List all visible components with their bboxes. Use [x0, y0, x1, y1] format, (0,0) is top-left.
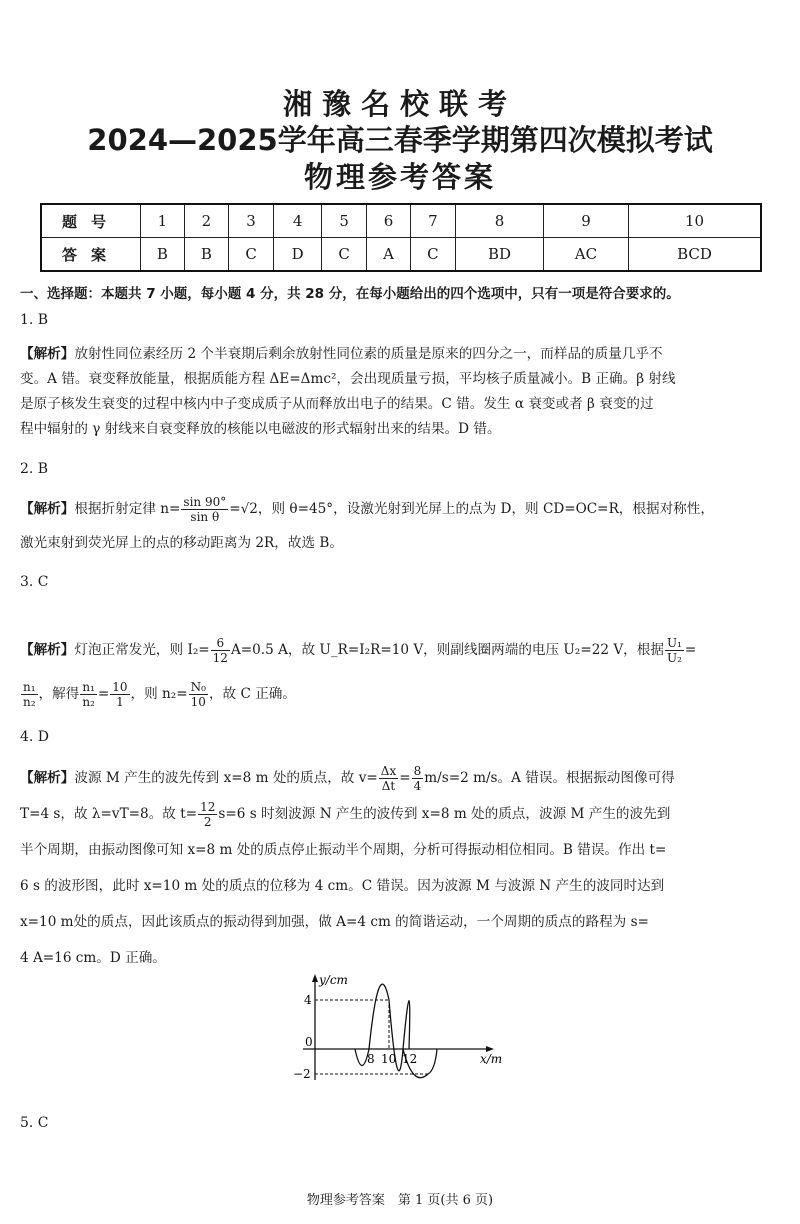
q4-text: m/s=2 m/s。A 错误。根据振动图像可得 — [424, 770, 675, 786]
question-3-analysis — [20, 628, 782, 716]
answer-cell: B — [141, 238, 185, 272]
question-4-analysis — [20, 760, 782, 976]
page-footer: 物理参考答案 第 1 页(共 6 页) — [306, 1193, 494, 1208]
fraction-denominator: 1 — [116, 695, 124, 709]
analysis-tag: 【解析】 — [20, 770, 75, 786]
analysis-tag: 【解析】 — [20, 501, 75, 517]
question-number-cell: 5 — [321, 204, 367, 238]
row-label-question: 题号 — [41, 204, 141, 238]
answer-cell: A — [367, 238, 410, 272]
q4-text: 波源 M 产生的波先传到 x=8 m 处的质点，故 v= — [74, 770, 378, 786]
question-number-row — [41, 204, 761, 238]
exam-name-title: 2024—2025学年高三春季学期第四次模拟考试 — [87, 123, 713, 157]
q2-line: 激光束射到荧光屏上的点的移动距离为 2R，故选 B。 — [20, 535, 343, 551]
question-number-cell: 3 — [228, 204, 274, 238]
section-heading: 一、选择题：本题共 7 小题，每小题 4 分，共 28 分，在每小题给出的四个选项中，只有一项是符合要求的。 — [20, 286, 680, 302]
x-axis-label: x/m — [480, 1052, 503, 1066]
fraction — [665, 636, 684, 665]
fraction-numerator: 8 — [413, 764, 422, 778]
q3-text: ，故 C 正确。 — [208, 686, 296, 702]
question-2-analysis — [20, 492, 782, 560]
fraction-numerator: 10 — [112, 680, 128, 694]
question-number-cell: 10 — [628, 204, 761, 238]
fraction-denominator: sin θ — [190, 510, 220, 524]
fraction-numerator: 6 — [211, 636, 230, 651]
q2-text: 根据折射定律 n= — [74, 501, 181, 517]
exam-organizer-title: 湘豫名校联考 — [282, 87, 517, 121]
q3-text: ，则 n₂= — [130, 686, 188, 702]
q4-text: = — [399, 770, 411, 786]
question-number-cell: 4 — [274, 204, 322, 238]
fraction-numerator: 12 — [200, 800, 216, 814]
q3-text: A=0.5 A，故 U_R=I₂R=10 V，则副线圈两端的电压 U₂=22 V，根据 — [230, 642, 664, 658]
question-number-cell: 1 — [141, 204, 185, 238]
q4-text: T=4 s，故 λ=vT=8。故 t= — [20, 806, 198, 822]
q3-text: = — [684, 642, 697, 658]
answer-cell: C — [228, 238, 274, 272]
q3-text: 灯泡正常发光，则 I₂= — [74, 642, 210, 658]
row-label-answer: 答案 — [41, 238, 141, 272]
fraction — [110, 680, 129, 709]
q3-text: ，解得 — [38, 686, 80, 702]
document-title: 物理参考答案 — [303, 160, 496, 194]
analysis-tag: 【解析】 — [20, 346, 75, 362]
question-number-cell: 7 — [410, 204, 456, 238]
answer-cell: D — [274, 238, 322, 272]
q4-line: x=10 m处的质点，因此该质点的振动得到加强，做 A=4 cm 的简谐运动，一个周期的质点的路程为 s= — [20, 914, 649, 930]
fraction — [189, 680, 208, 709]
answer-cell: AC — [543, 238, 628, 272]
answer-cell: B — [184, 238, 228, 272]
y-tick-label: −2 — [293, 1067, 311, 1081]
y-tick-label: 4 — [304, 993, 312, 1007]
answer-cell: BCD — [628, 238, 761, 272]
answer-cell: BD — [456, 238, 544, 272]
question-number-cell: 6 — [367, 204, 410, 238]
x-tick-label: 12 — [402, 1052, 418, 1066]
question-number-cell: 8 — [456, 204, 544, 238]
q4-line: 半个周期，由振动图像可知 x=8 m 处的质点停止振动半个周期，分析可得振动相位相同。B 错误。作出 t= — [20, 842, 667, 858]
fraction-numerator: sin 90° — [183, 495, 227, 509]
fraction-numerator: n₁ — [23, 680, 36, 694]
x-tick-label: 10 — [381, 1052, 397, 1066]
fraction — [198, 800, 217, 829]
question-2-answer: 2. B — [20, 461, 49, 477]
fraction-denominator: 12 — [212, 651, 228, 665]
fraction — [412, 764, 424, 793]
answer-key-table — [40, 203, 762, 272]
question-1-analysis — [20, 342, 782, 442]
fraction-numerator: n₁ — [82, 680, 95, 694]
q1-line: 是原子核发生衰变的过程中核内中子变成质子从而释放出电子的结果。C 错。发生 α 衰变或者 β 衰变的过 — [20, 396, 654, 412]
q1-line: 放射性同位素经历 2 个半衰期后剩余放射性同位素的质量是原来的四分之一，而样品的质量几乎不 — [74, 346, 663, 362]
origin-label: 0 — [305, 1035, 313, 1049]
fraction-denominator: 4 — [413, 779, 422, 793]
waveform-graph — [285, 970, 515, 1085]
q3-text: = — [97, 686, 110, 702]
fraction — [211, 636, 230, 665]
q1-line: 变。A 错。衰变释放能量，根据质能方程 ΔE=Δmc²，会出现质量亏损，平均核子质量减小。B 正确。β 射线 — [20, 371, 676, 387]
fraction — [379, 764, 398, 793]
question-1-answer: 1. B — [20, 312, 49, 328]
answer-cell: C — [321, 238, 367, 272]
q4-line: 6 s 的波形图，此时 x=10 m 处的质点的位移为 4 cm。C 错误。因为波源 M 与波源 N 产生的波同时达到 — [20, 878, 665, 894]
q4-line: 4 A=16 cm。D 正确。 — [20, 950, 166, 966]
q2-text: =√2，则 θ=45°，设激光射到光屏上的点为 D，则 CD=OC=R，根据对称性， — [229, 501, 714, 517]
fraction-numerator: U₁ — [666, 636, 682, 650]
snell-fraction — [181, 495, 228, 524]
q4-text: s=6 s 时刻波源 N 产生的波传到 x=8 m 处的质点，波源 M 产生的波先到 — [218, 806, 671, 822]
question-3-answer: 3. C — [20, 574, 49, 590]
fraction-denominator: n₂ — [82, 695, 95, 709]
answer-row — [41, 238, 761, 272]
fraction — [80, 680, 97, 709]
question-number-cell: 2 — [184, 204, 228, 238]
question-5-answer: 5. C — [20, 1115, 49, 1131]
q1-line: 程中辐射的 γ 射线来自衰变释放的核能以电磁波的形式辐射出来的结果。D 错。 — [20, 421, 501, 437]
question-number-cell: 9 — [543, 204, 628, 238]
fraction-denominator: U₂ — [666, 651, 682, 665]
answer-cell: C — [410, 238, 456, 272]
y-axis-label: y/cm — [319, 973, 348, 987]
fraction-denominator: 2 — [203, 815, 212, 829]
y-axis-arrow — [312, 974, 318, 982]
fraction-denominator: 10 — [190, 695, 206, 709]
fraction — [21, 680, 38, 709]
fraction-numerator: Δx — [380, 764, 397, 778]
fraction-denominator: n₂ — [23, 695, 36, 709]
analysis-tag: 【解析】 — [20, 642, 75, 658]
fraction-denominator: Δt — [381, 779, 396, 793]
question-4-answer: 4. D — [20, 729, 50, 745]
x-tick-label: 8 — [367, 1052, 375, 1066]
fraction-numerator: N₀ — [190, 680, 206, 694]
